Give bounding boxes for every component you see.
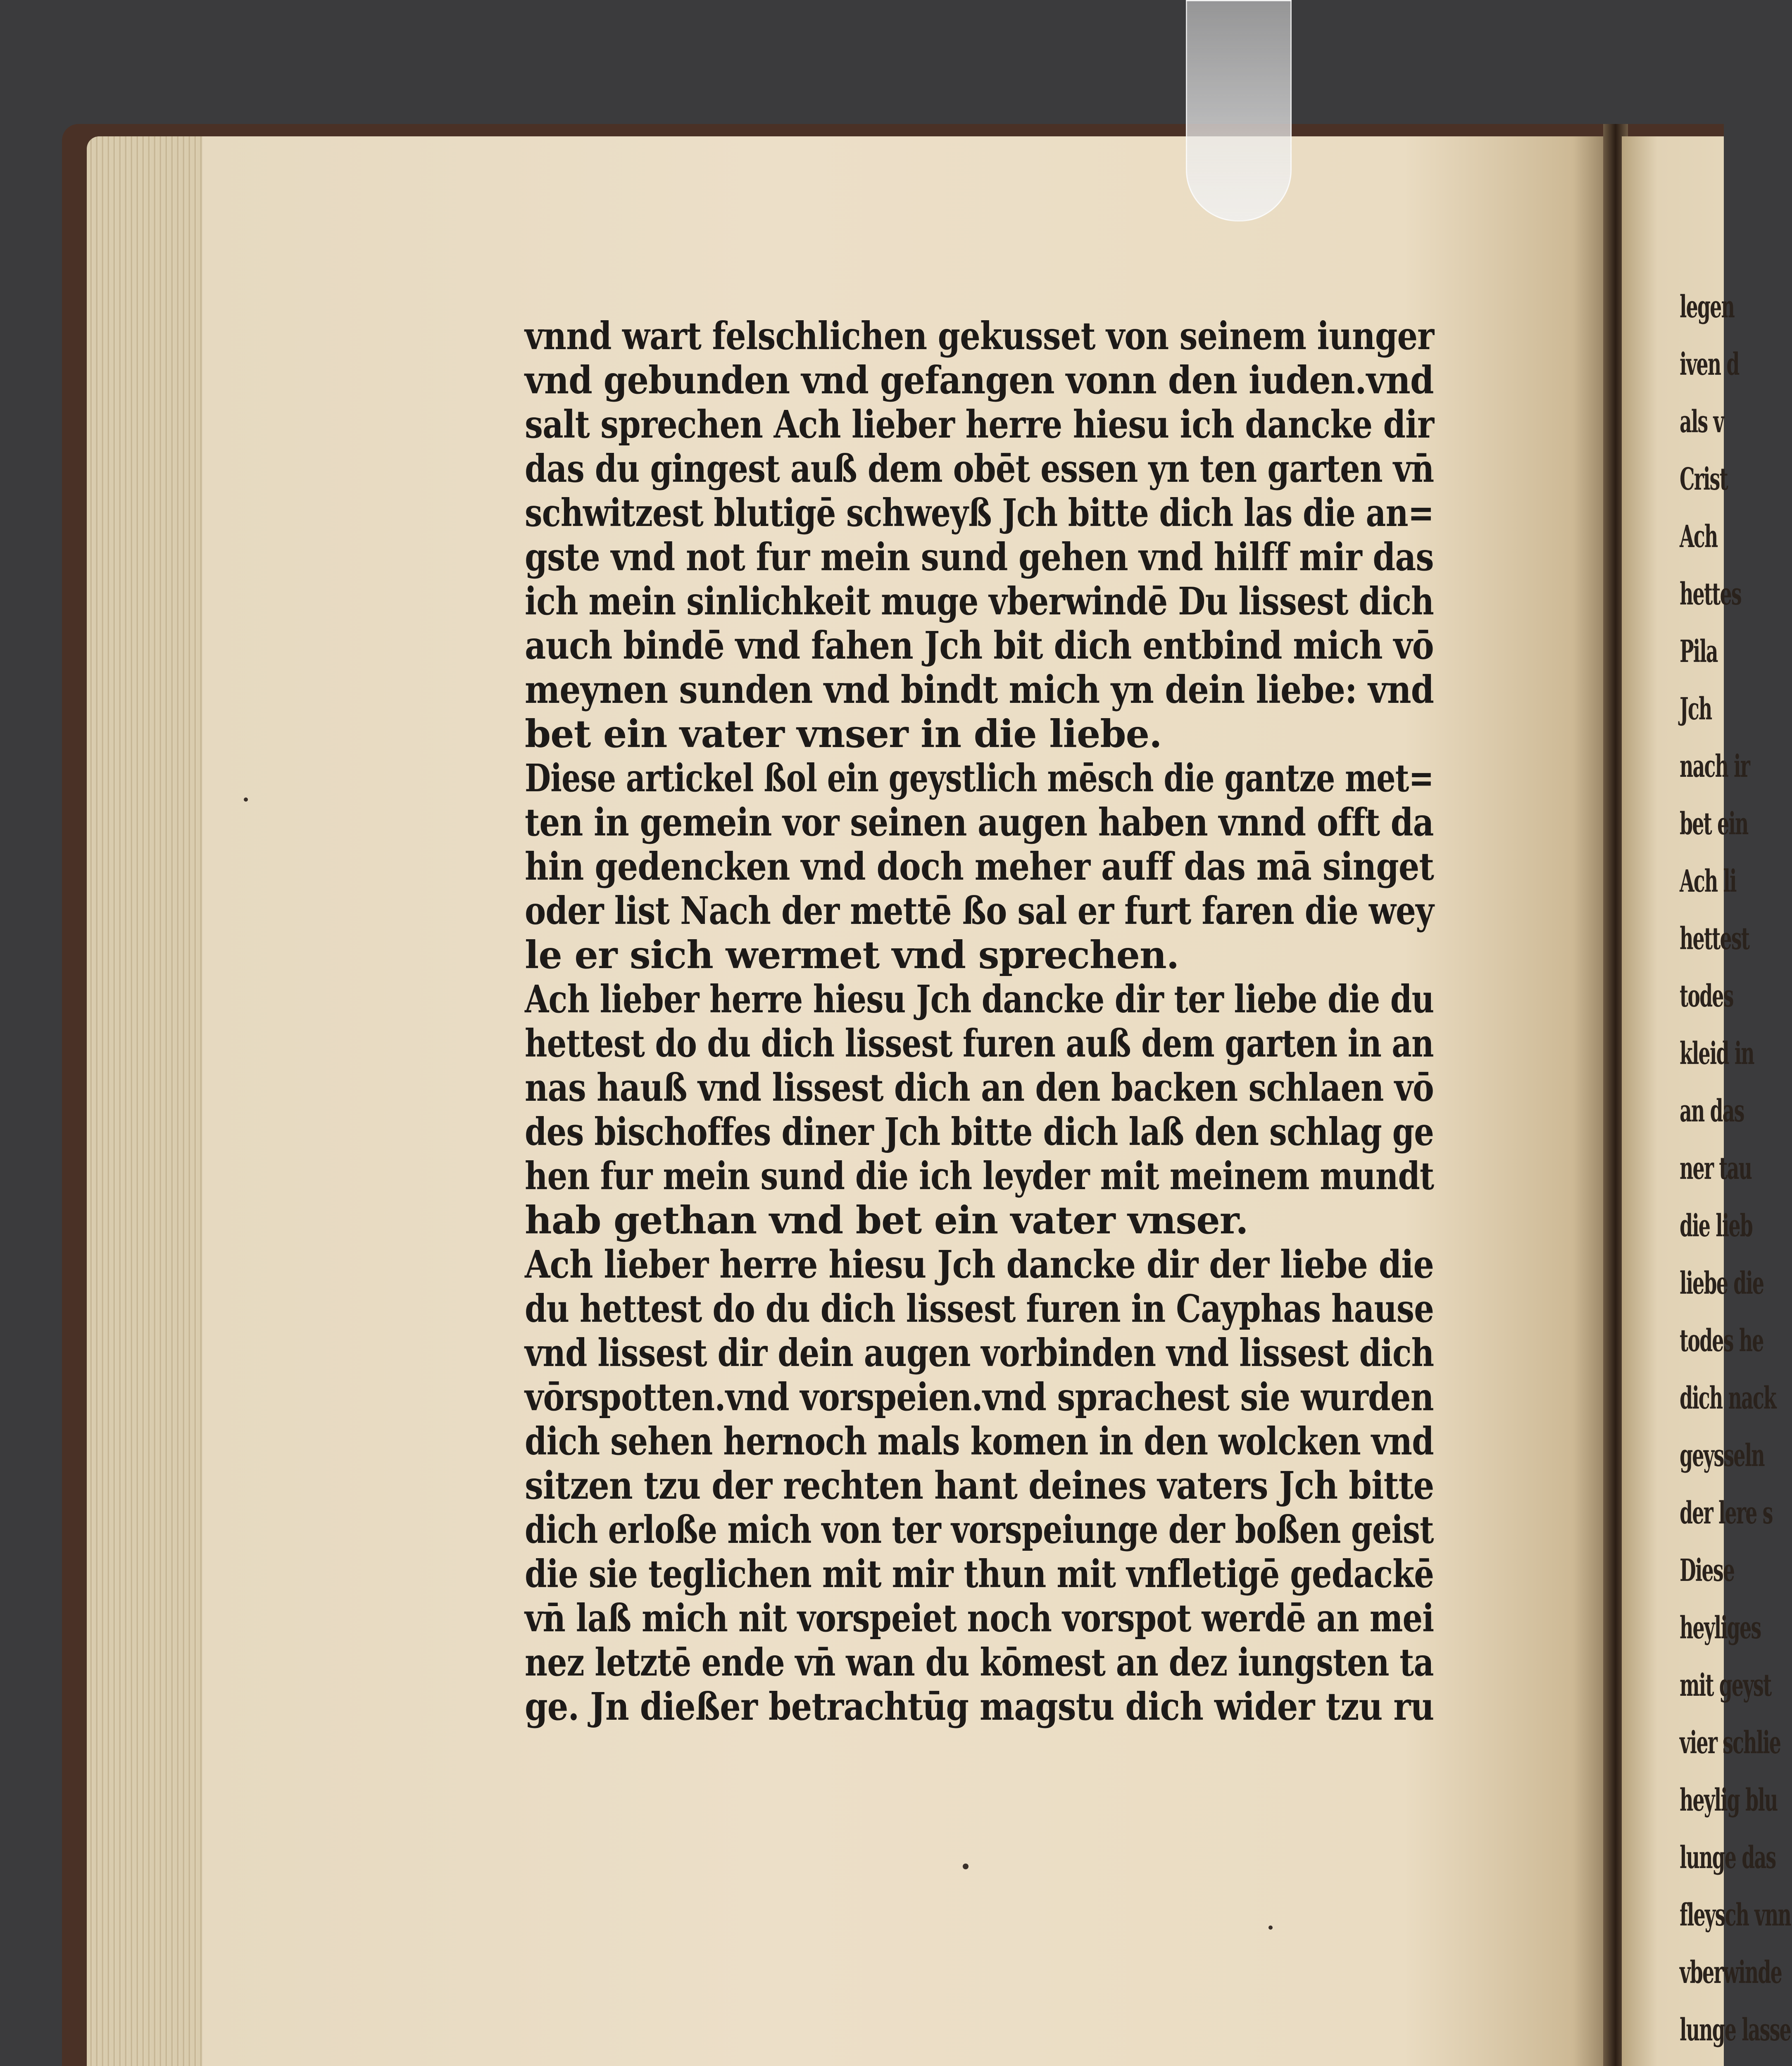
page-edges <box>87 136 211 2066</box>
facing-page-fragment: an das <box>1680 1093 1744 1129</box>
facing-page-fragment: mit geyst <box>1680 1668 1771 1703</box>
text-line: hettest do du dich lissest furen auß dem garten in an <box>525 1021 1434 1066</box>
text-line: ten in gemein vor seinen augen haben vnnd offt da <box>525 800 1434 845</box>
text-line: schwitzest blutigē schweyß Jch bitte dich las die an= <box>525 490 1434 535</box>
facing-page-fragment: der lere s <box>1680 1495 1773 1531</box>
facing-page-fragment: lunge lasse <box>1680 2012 1791 2048</box>
facing-page <box>1622 136 1791 2066</box>
text-line: vn̄ laß mich nit vorspeiet noch vorspot werdē an mei <box>525 1596 1434 1640</box>
facing-page-fragment: iven d <box>1680 347 1739 382</box>
facing-page-fragment: lunge das <box>1680 1840 1776 1876</box>
ink-speck <box>963 1864 969 1869</box>
facing-page-fragment: todes <box>1680 978 1733 1014</box>
text-line: bet ein vater vnser in die liebe. <box>525 712 1162 756</box>
text-line: vnnd wart felschlichen gekusset von seinem iunger <box>525 314 1434 358</box>
text-line: nez letztē ende vn̄ wan du kōmest an dez iungsten ta <box>525 1640 1434 1685</box>
facing-page-fragment: Ach <box>1680 519 1718 555</box>
facing-page-fragment: die lieb <box>1680 1208 1752 1244</box>
text-line: ge. Jn dießer betrachtūg magstu dich wider tzu ru <box>525 1684 1434 1729</box>
text-line: dich erloße mich von ter vorspeiunge der boßen geist <box>525 1507 1434 1552</box>
facing-page-fragment: hettest <box>1680 921 1749 957</box>
text-line: hen fur mein sund die ich leyder mit meinem mundt <box>525 1154 1434 1198</box>
text-line: oder list Nach der mettē ßo sal er furt faren die wey <box>525 888 1434 933</box>
facing-page-fragment: vier schlie <box>1680 1725 1781 1761</box>
facing-page-fragment: todes he <box>1680 1323 1763 1359</box>
facing-page-fragment: als v <box>1680 404 1724 440</box>
facing-page-fragment: legen <box>1680 289 1734 325</box>
facing-page-fragment: nach ir <box>1680 749 1749 784</box>
top-page-clip <box>1186 0 1292 221</box>
text-line: vnd gebunden vnd gefangen vonn den iuden.vnd <box>525 358 1434 402</box>
facing-page-fragment: liebe die <box>1680 1266 1764 1301</box>
text-line: sitzen tzu der rechten hant deines vaters Jch bitte <box>525 1463 1434 1508</box>
text-block <box>525 314 1450 1729</box>
text-line: du hettest do du dich lissest furen in Cayphas hause <box>525 1286 1434 1331</box>
facing-page-fragment: hettes <box>1680 576 1741 612</box>
text-line: le er sich wermet vnd sprechen. <box>525 933 1179 977</box>
facing-page-fragment: fleysch vnn <box>1680 1897 1791 1933</box>
text-line: vōrspotten.vnd vorspeien.vnd sprachest sie wurden <box>525 1375 1434 1419</box>
text-line: ich mein sinlichkeit muge vberwindē Du lissest dich <box>525 579 1434 624</box>
facing-page-fragment: heylig blu <box>1680 1783 1778 1818</box>
text-line: die sie teglichen mit mir thun mit vnfletigē gedackē <box>525 1552 1434 1596</box>
facing-page-fragment: geysseln <box>1680 1438 1764 1473</box>
facing-page-fragment: ner tau <box>1680 1151 1752 1186</box>
text-line: auch bindē vnd fahen Jch bit dich entbind mich vō <box>525 623 1434 668</box>
text-line: nas hauß vnd lissest dich an den backen schlaen vō <box>525 1065 1434 1110</box>
text-line: vnd lissest dir dein augen vorbinden vnd lissest dich <box>525 1331 1434 1375</box>
facing-page-fragment: Jch <box>1680 691 1712 727</box>
facing-page-fragment: bet ein <box>1680 806 1748 842</box>
text-line: Ach lieber herre hiesu Jch dancke dir ter liebe die du <box>525 977 1434 1021</box>
facing-page-fragment: Pila <box>1680 634 1718 669</box>
facing-page-fragment: Diese <box>1680 1553 1735 1588</box>
text-line: das du gingest auß dem obēt essen yn ten garten vn̄ <box>525 446 1434 491</box>
text-line: gste vnd not fur mein sund gehen vnd hilff mir das <box>525 535 1434 579</box>
ink-speck <box>244 797 248 802</box>
text-line: Diese artickel ßol ein geystlich mēsch die gantze met= <box>525 756 1434 800</box>
facing-page-fragment: Ach li <box>1680 864 1736 899</box>
facing-page-fragment: dich nack <box>1680 1381 1776 1416</box>
text-line: des bischoffes diner Jch bitte dich laß den schlag ge <box>525 1109 1434 1154</box>
facing-page-fragment: Crist <box>1680 462 1728 497</box>
facing-page-fragment: vberwinde <box>1680 1955 1782 1990</box>
text-line: salt sprechen Ach lieber herre hiesu ich dancke dir <box>525 402 1434 447</box>
text-line: dich sehen hernoch mals komen in den wolcken vnd <box>525 1419 1434 1464</box>
facing-page-fragment: kleid in <box>1680 1036 1754 1071</box>
text-line: Ach lieber herre hiesu Jch dancke dir der liebe die <box>525 1242 1434 1287</box>
facing-page-fragment: heyliges <box>1680 1610 1761 1646</box>
text-line: meynen sunden vnd bindt mich yn dein liebe: vnd <box>525 667 1434 712</box>
text-line: hab gethan vnd bet ein vater vnser. <box>525 1198 1248 1242</box>
text-line: hin gedencken vnd doch meher auff das mā singet <box>525 844 1434 889</box>
ink-speck <box>1268 1926 1273 1930</box>
